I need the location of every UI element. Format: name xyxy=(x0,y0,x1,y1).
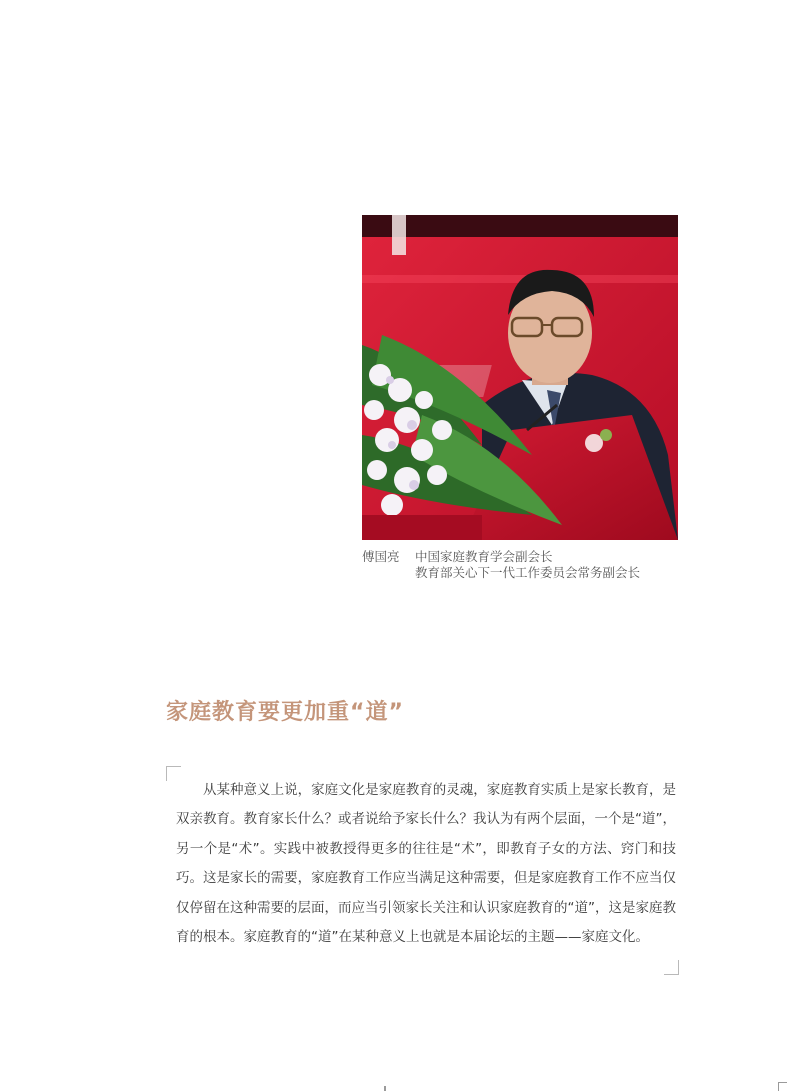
footer-mark-center xyxy=(384,1086,386,1091)
corner-bracket-bottom-right xyxy=(664,960,679,975)
speaker-name: 傅国亮 xyxy=(362,549,400,564)
section-heading: 家庭教育要更加重“道” xyxy=(166,700,404,725)
body-paragraph: 从某种意义上说，家庭文化是家庭教育的灵魂，家庭教育实质上是家长教育，是双亲教育。教育家长什么？或者说给予家长什么？我认为有两个层面，一个是“道”，另一个是“术”。实践中被教授得更多的往往是“术”，即教育子女的方法、窍门和技巧。这是家长的需要，家庭教育工作应当满足这种需要，但是家庭教育工作不应当仅仅停留在这种需要的层面，而应当引领家长关注和认识家庭教育的“道”，这是家庭教育的根本。家庭教育的“道”在某种意义上也就是本届论坛的主题——家庭文化。 xyxy=(176,782,676,946)
speaker-title-line-2: 教育部关心下一代工作委员会常务副会长 xyxy=(415,565,641,580)
speaker-photo xyxy=(362,215,678,540)
footer-mark-corner xyxy=(778,1082,787,1091)
speaker-titles xyxy=(415,549,640,581)
speaker-title-line-1: 中国家庭教育学会副会长 xyxy=(415,549,553,564)
speaker-at-podium-icon xyxy=(362,215,678,540)
